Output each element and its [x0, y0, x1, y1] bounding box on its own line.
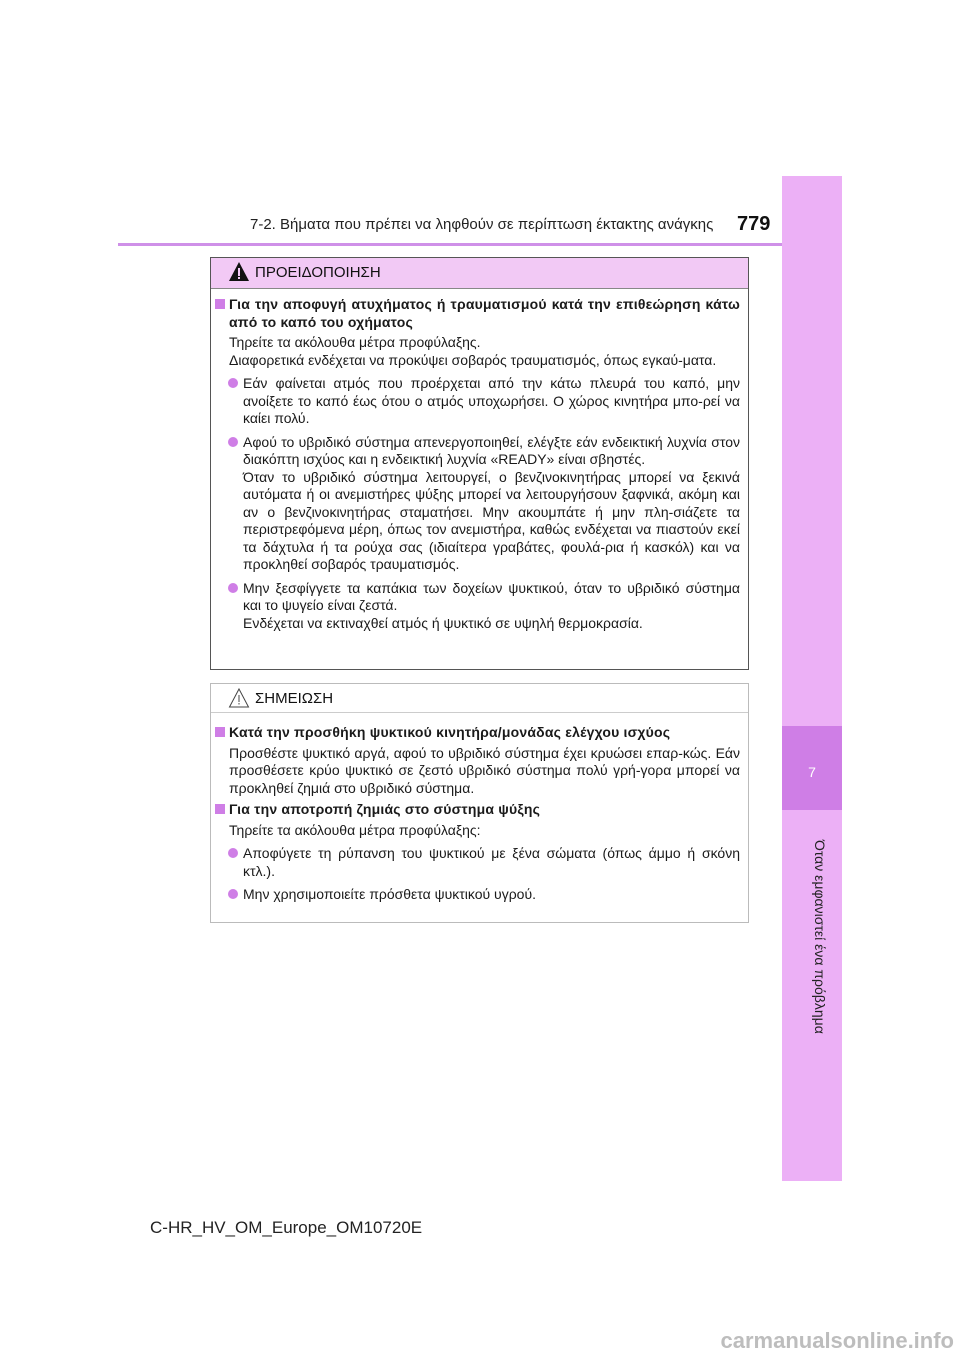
bullet-text-continued: Ενδέχεται να εκτιναχθεί ατμός ή ψυκτικό σε υψηλή θερμοκρασία. — [243, 614, 643, 631]
side-chapter-block — [782, 726, 842, 810]
bullet-text: Μην χρησιμοποιείτε πρόσθετα ψυκτικού υγρού. — [243, 886, 536, 902]
bullet-text: Μην ξεσφίγγετε τα καπάκια των δοχείων ψυκτικού, όταν το υβριδικό σύστημα και το ψυγείο είναι ζεστά. — [243, 579, 740, 613]
note-heading — [215, 724, 740, 742]
square-bullet-icon — [215, 727, 225, 737]
chapter-number: 7 — [808, 764, 816, 780]
round-bullet-icon — [228, 583, 238, 593]
chapter-title: Όταν εμφανιστεί ένα πρόβλημα — [812, 840, 828, 1034]
page-number: 779 — [737, 213, 771, 235]
square-bullet-icon — [215, 804, 225, 814]
round-bullet-icon — [228, 889, 238, 899]
bullet-text-continued: Όταν το υβριδικό σύστημα λειτουργεί, ο βενζινοκινητήρας μπορεί να ξεκινά αυτόματα ή οι ανεμιστήρες ψύξης μπορεί να λειτουργήσουν ξαφνικά, ακόμη και αν ο βενζινοκινητήρας σταματήσει. Μην ακουμπάτε ή μην πλη-σιάζετε τα περιστρεφόμενα μέρη, όπως τον ανεμιστήρα, καθώς ενδέχεται να πιαστούν εκεί τα δάχτυλα ή τα ρούχα σας (ιδιαίτερα γραβάτες, φουλά-ρια ή κασκόλ) και να προκληθεί σοβαρός τραυματισμός. — [243, 468, 740, 572]
bullet-text: Αφού το υβριδικό σύστημα απενεργοποιηθεί, ελέγξτε εάν ενδεικτική λυχνία στον διακόπτη ισχύος και η ενδεικτική λυχνία «READY» είναι σβηστές. — [243, 433, 740, 467]
warning-intro-2: Διαφορετικά ενδέχεται να προκύψει σοβαρός τραυματισμός, όπως εγκαύ-ματα. — [229, 351, 717, 368]
warning-content — [215, 296, 740, 632]
bullet-text: Αποφύγετε τη ρύπανση του ψυκτικού με ξένα σώματα (όπως άμμο ή σκόνη κτλ.). — [243, 845, 740, 879]
header-title: 7-2. Βήματα που πρέπει να ληφθούν σε περίπτωση έκτακτης ανάγκης — [250, 216, 714, 233]
warning-intro-1: Τηρείτε τα ακόλουθα μέτρα προφύλαξης. — [229, 334, 481, 350]
warning-filled-triangle-icon — [228, 261, 250, 283]
warning-heading — [215, 296, 740, 331]
list-item — [215, 434, 740, 574]
bullet-text: Εάν φαίνεται ατμός που προέρχεται από την κάτω πλευρά του καπό, μην ανοίξετε το καπό έως ότου ο ατμός υποχωρήσει. Ο χώρος κινητήρα μπο-ρεί να καίει πολύ. — [243, 375, 740, 426]
warning-header — [211, 258, 748, 289]
note-paragraph: Τηρείτε τα ακόλουθα μέτρα προφύλαξης: — [229, 821, 481, 838]
header-rule — [118, 243, 782, 246]
warning-heading-text: Για την αποφυγή ατυχήματος ή τραυματισμού κατά την επιθεώρηση κάτω από το καπό του οχήματος — [229, 296, 740, 330]
list-item — [215, 580, 740, 633]
note-content — [215, 724, 740, 904]
watermark: carmanualsonline.info — [720, 1328, 954, 1353]
footer-doc-code: C-HR_HV_OM_Europe_OM10720E — [150, 1218, 423, 1237]
caution-outline-triangle-icon — [228, 687, 250, 709]
list-item — [215, 375, 740, 428]
warning-box — [210, 257, 749, 670]
note-box — [210, 683, 749, 923]
round-bullet-icon — [228, 378, 238, 388]
round-bullet-icon — [228, 437, 238, 447]
square-bullet-icon — [215, 299, 225, 309]
list-item — [215, 886, 740, 904]
note-header — [211, 684, 748, 713]
note-paragraph: Προσθέστε ψυκτικό αργά, αφού το υβριδικό σύστημα έχει κρυώσει επαρ-κώς. Εάν προσθέσετε κρύο ψυκτικό σε ζεστό υβριδικό σύστημα πολύ γρή-γορα μπορεί να προκληθεί ζημιά στο υβριδικό σύστημα. — [229, 744, 740, 796]
list-item — [215, 845, 740, 880]
round-bullet-icon — [228, 848, 238, 858]
note-heading-text: Κατά την προσθήκη ψυκτικού κινητήρα/μονάδας ελέγχου ισχύος — [229, 724, 671, 740]
note-label: ΣΗΜΕΙΩΣΗ — [255, 690, 334, 707]
warning-label: ΠΡΟΕΙΔΟΠΟΙΗΣΗ — [255, 264, 381, 281]
note-heading-text: Για την αποτροπή ζημιάς στο σύστημα ψύξης — [229, 801, 541, 817]
note-heading — [215, 801, 740, 819]
